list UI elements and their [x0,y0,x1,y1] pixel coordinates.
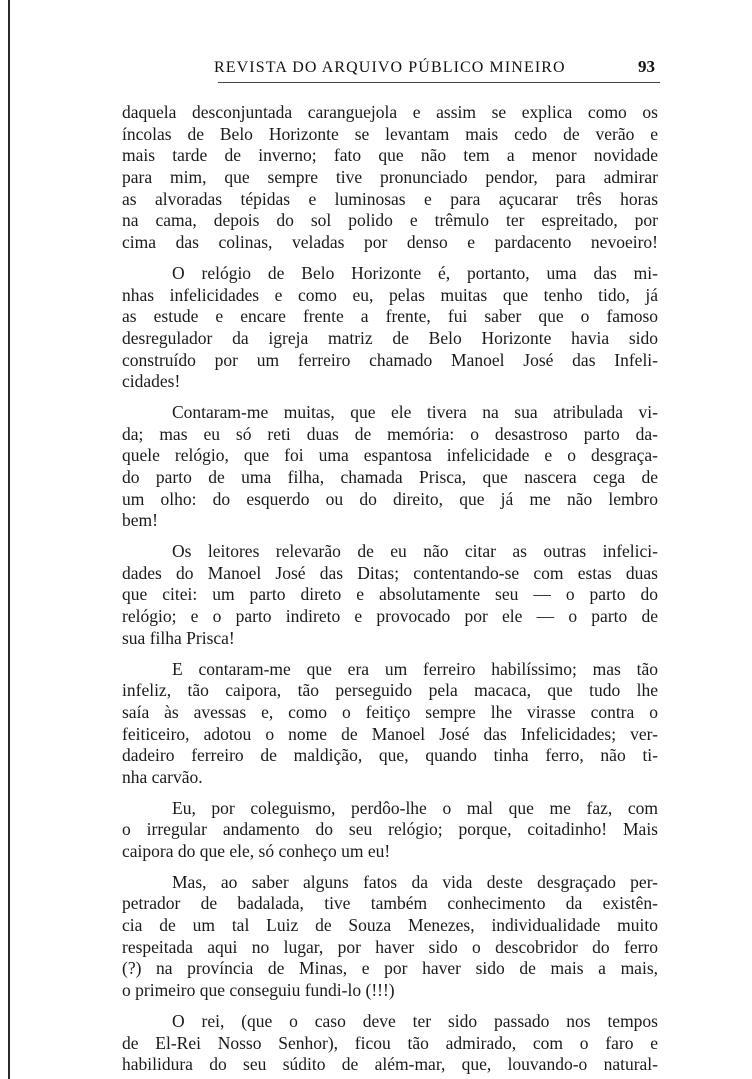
text-line: dadeiro ferreiro de maldição, que, quando tinha ferro, não ti- [122,745,658,766]
text-line: na cama, depois do sol polido e trêmulo ter espreitado, por [122,210,658,231]
text-line: que citei: um parto direto e absolutamente seu — o parto do [122,584,658,605]
text-line: do parto de uma filha, chamada Prisca, que nascera cega de [122,467,658,487]
text-line: Os leitores relevarão de eu não citar as outras infelici- [172,541,658,562]
text-line: petrador de badalada, tive também conhecimento da existên- [122,893,658,914]
text-line: O rei, (que o caso deve ter sido passado nos tempos [172,1010,658,1031]
page-edge [8,0,10,1079]
paragraph-4 [122,541,658,649]
running-title: REVISTA DO ARQUIVO PÚBLICO MINEIRO [214,59,566,76]
text-line: E contaram-me que era um ferreiro habilíssimo; mas tão [172,658,658,679]
text-line: íncolas de Belo Horizonte se levantam mais cedo de verão e [122,123,658,144]
text-line: nhas infelicidades e como eu, pelas muitas que tenho tido, já [122,284,658,305]
text-line: Mas, ao saber alguns fatos da vida deste desgraçado per- [172,871,658,892]
text-line: Contaram-me muitas, que ele tivera na sua atribulada vi- [172,401,658,422]
page-header [100,52,660,86]
text-line: infeliz, tão caipora, tão perseguido pela macaca, que tudo lhe [122,680,658,701]
article-text [122,102,658,1076]
text-line: habilidura do seu súdito de além-mar, que, louvando-o natural- [122,1054,658,1075]
paragraph-3 [122,402,658,532]
text-line: desregulador da igreja matriz de Belo Horizonte havia sido [122,327,658,348]
text-line: nha carvão. [122,766,203,787]
paragraph-2 [122,263,658,393]
text-line: quele relógio, que foi uma espantosa infelicidade e o desgraça- [122,445,658,466]
paragraph-6 [122,798,658,863]
text-line: caipora do que ele, só conheço um eu! [122,841,391,861]
text-line: dades do Manoel José das Ditas; contentando-se com estas duas [122,562,658,583]
paragraph-5 [122,659,658,789]
text-line: para mim, que sempre tive pronunciado pendor, para admirar [122,167,658,188]
text-line: sua filha Prisca! [122,627,235,648]
paragraph-1 [122,102,658,254]
paragraph-8 [122,1011,658,1076]
text-line: o primeiro que conseguiu fundi-lo (!!!) [122,980,395,1001]
text-line: construído por um ferreiro chamado Manoel José das Infeli- [122,349,658,370]
text-line: de El-Rei Nosso Senhor), ficou tão admirado, com o faro e [122,1032,658,1053]
text-line: Eu, por coleguismo, perdôo-lhe o mal que me faz, com [172,797,658,818]
paragraph-7 [122,872,658,1002]
text-line: cia de um tal Luiz de Souza Menezes, individualidade muito [122,915,658,936]
text-line: bem! [122,510,158,531]
text-line: cidades! [122,371,181,392]
text-line: mais tarde de inverno; fato que não tem a menor novidade [122,145,658,166]
text-line: da; mas eu só reti duas de memória: o desastroso parto da- [122,423,658,444]
text-line: o irregular andamento do seu relógio; porque, coitadinho! Mais [122,819,658,840]
text-line: as alvoradas tépidas e luminosas e para açucarar três horas [122,188,658,209]
text-line: feiticeiro, adotou o nome de Manoel José das Infelicidades; ver- [122,723,658,744]
text-line: (?) na província de Minas, e por haver sido de mais a mais, [122,958,658,979]
text-line: daquela desconjuntada caranguejola e assim se explica como os [122,102,658,122]
text-line: cima das colinas, veladas por denso e pardacento nevoeiro! [122,232,658,253]
text-line: saía às avessas e, como o feitiço sempre lhe virasse contra o [122,701,658,722]
text-line: um olho: do esquerdo ou do direito, que já me não lembro [122,488,658,509]
page-number: 93 [638,57,655,76]
header-rule [218,82,660,83]
text-line: respeitada aqui no lugar, por haver sido o descobridor do ferro [122,936,658,957]
text-line: relógio; e o parto indireto e provocado por ele — o parto de [122,606,658,627]
text-line: as estude e encare frente a frente, fui saber que o famoso [122,306,658,327]
text-line: O relógio de Belo Horizonte é, portanto, uma das mi- [172,262,658,283]
